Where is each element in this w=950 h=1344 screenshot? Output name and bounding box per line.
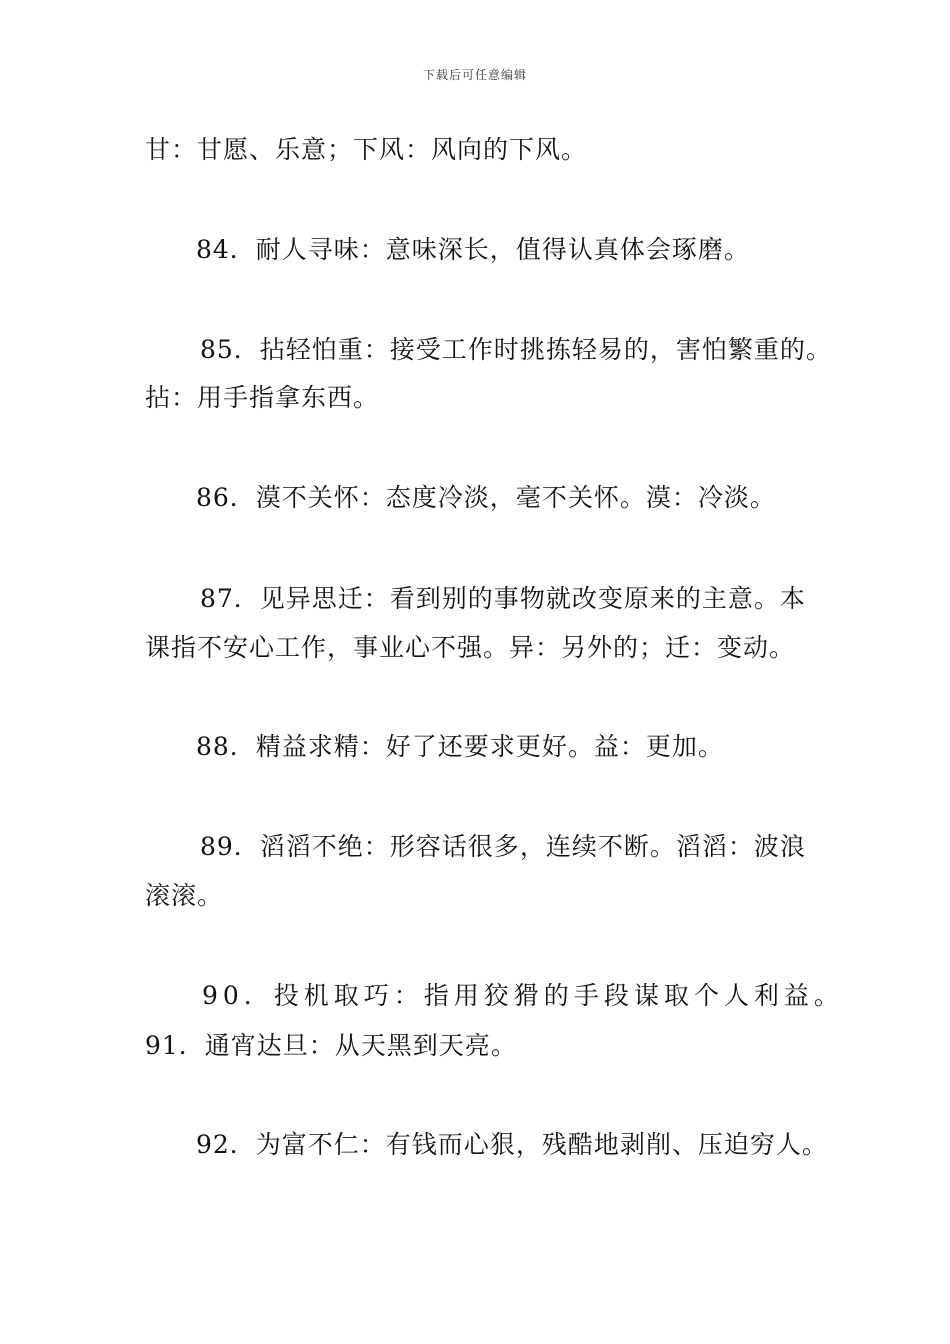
text-line: 86．漠不关怀：态度冷淡，毫不关怀。漠：冷淡。 [196,483,776,512]
text-line: 89．滔滔不绝：形容话很多，连续不断。滔滔：波浪 [200,832,806,861]
page-header: 下载后可任意编辑 [422,68,527,82]
text-line: 滚滚。 [145,881,224,910]
text-line: 88．精益求精：好了还要求更好。益：更加。 [196,732,724,761]
text-line: 92．为富不仁：有钱而心狠，残酷地剥削、压迫穷人。 [196,1130,828,1159]
text-line: 甘：甘愿、乐意；下风：风向的下风。 [145,135,588,164]
text-line: 84．耐人寻味：意味深长，值得认真体会琢磨。 [196,235,750,264]
text-line: 90．投机取巧：指用狡猾的手段谋取个人利益。 [202,981,844,1010]
text-line: 拈：用手指拿东西。 [145,383,380,412]
text-line: 课指不安心工作，事业心不强。异：另外的；迁：变动。 [145,633,796,662]
text-line: 87．见异思迁：看到别的事物就改变原来的主意。本 [200,584,806,613]
text-line: 91．通宵达旦：从天黑到天亮。 [145,1031,517,1060]
text-line: 85．拈轻怕重：接受工作时挑拣轻易的，害怕繁重的。 [200,335,832,364]
